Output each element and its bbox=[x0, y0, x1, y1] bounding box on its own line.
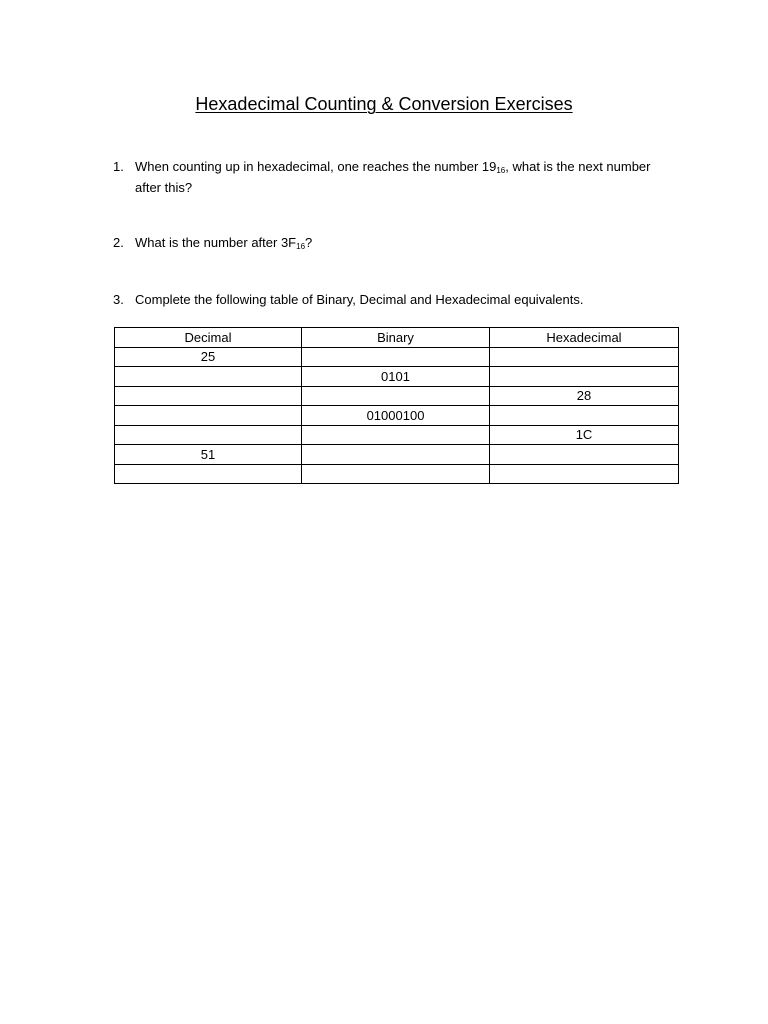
header-binary: Binary bbox=[302, 328, 490, 348]
question-number: 2. bbox=[113, 235, 124, 250]
hexadecimal-cell[interactable] bbox=[490, 367, 679, 387]
decimal-cell[interactable] bbox=[115, 425, 302, 445]
hexadecimal-cell[interactable]: 1C bbox=[490, 425, 679, 445]
table-row bbox=[115, 347, 679, 367]
table-header-row bbox=[115, 328, 679, 348]
binary-cell[interactable]: 01000100 bbox=[302, 406, 490, 426]
question-text bbox=[135, 233, 653, 254]
header-hexadecimal: Hexadecimal bbox=[490, 328, 679, 348]
binary-cell[interactable] bbox=[302, 425, 490, 445]
table-row bbox=[115, 367, 679, 387]
binary-cell[interactable] bbox=[302, 347, 490, 367]
binary-cell[interactable] bbox=[302, 464, 490, 484]
binary-cell[interactable] bbox=[302, 445, 490, 465]
table-row bbox=[115, 445, 679, 465]
question-text-part: What is the number after 3F bbox=[135, 235, 297, 250]
base-subscript: 16 bbox=[496, 166, 506, 175]
table-row bbox=[115, 425, 679, 445]
table-row bbox=[115, 406, 679, 426]
page-title: Hexadecimal Counting & Conversion Exercises bbox=[195, 94, 573, 114]
table-row bbox=[115, 464, 679, 484]
decimal-cell[interactable]: 25 bbox=[115, 347, 302, 367]
decimal-cell[interactable] bbox=[115, 464, 302, 484]
hexadecimal-cell[interactable] bbox=[490, 347, 679, 367]
conversion-table bbox=[114, 327, 679, 484]
question-3 bbox=[113, 290, 653, 309]
decimal-cell[interactable] bbox=[115, 367, 302, 387]
question-1 bbox=[113, 157, 653, 197]
question-text-part: When counting up in hexadecimal, one reaches the number 19 bbox=[135, 159, 497, 174]
decimal-cell[interactable] bbox=[115, 386, 302, 406]
question-number: 3. bbox=[113, 292, 124, 307]
hexadecimal-cell[interactable] bbox=[490, 464, 679, 484]
binary-cell[interactable]: 0101 bbox=[302, 367, 490, 387]
question-2 bbox=[113, 233, 653, 254]
question-number: 1. bbox=[113, 159, 124, 174]
hexadecimal-cell[interactable] bbox=[490, 406, 679, 426]
question-text bbox=[135, 157, 653, 197]
question-text-part: , what is the next number after this? bbox=[135, 159, 651, 195]
question-text-part: ? bbox=[305, 235, 313, 250]
table-row bbox=[115, 386, 679, 406]
hexadecimal-cell[interactable]: 28 bbox=[490, 386, 679, 406]
base-subscript: 16 bbox=[296, 242, 306, 251]
binary-cell[interactable] bbox=[302, 386, 490, 406]
decimal-cell[interactable]: 51 bbox=[115, 445, 302, 465]
decimal-cell[interactable] bbox=[115, 406, 302, 426]
question-text bbox=[135, 290, 653, 309]
question-text-part: Complete the following table of Binary, Decimal and Hexadecimal equivalents. bbox=[135, 292, 584, 307]
hexadecimal-cell[interactable] bbox=[490, 445, 679, 465]
header-decimal: Decimal bbox=[115, 328, 302, 348]
